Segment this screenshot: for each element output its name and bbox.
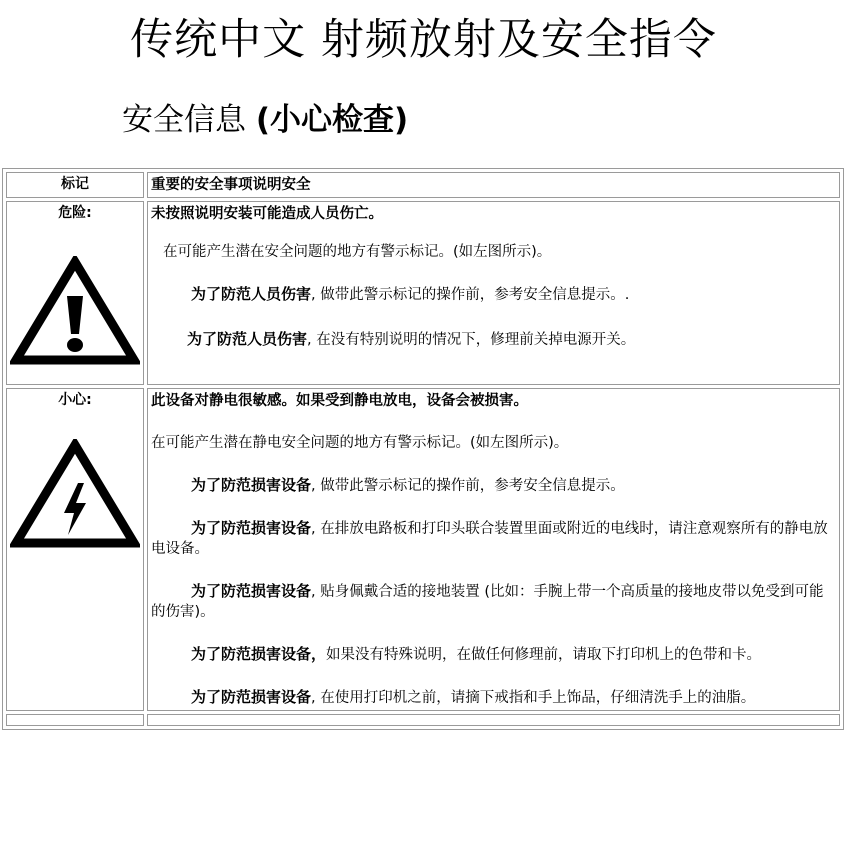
- safety-table: [2, 168, 844, 730]
- page-title: 传统中文 射频放射及安全指令: [130, 15, 717, 65]
- caution-row: [6, 388, 840, 711]
- caution-item-4-rest: 如果没有特殊说明，在做任何修理前，请取下打印机上的色带和卡。: [326, 647, 762, 663]
- danger-line-2-bold: 为了防范人员伤害: [191, 285, 312, 303]
- header-desc-cell: [147, 172, 840, 198]
- caution-item-3: [151, 581, 836, 622]
- subtitle-prefix: 安全信息: [122, 102, 256, 138]
- bottom-desc-cell: [147, 714, 840, 726]
- danger-line-2: [151, 284, 836, 305]
- danger-heading: 未按照说明安装可能造成人员伤亡。: [151, 206, 383, 222]
- danger-desc-cell: [147, 201, 840, 385]
- caution-item-1: [151, 475, 836, 496]
- caution-item-5-bold: 为了防范损害设备: [191, 688, 312, 706]
- danger-line-3-rest: , 在没有特别说明的情况下，修理前关掉电源开关。: [307, 332, 636, 348]
- danger-line-2-rest: , 做带此警示标记的操作前，参考安全信息提示。.: [311, 287, 630, 303]
- caution-item-1-rest: , 做带此警示标记的操作前，参考安全信息提示。: [311, 478, 625, 494]
- warning-exclamation-icon: [10, 256, 140, 368]
- caution-desc-cell: [147, 388, 840, 711]
- caution-item-4-bold: 为了防范损害设备，: [191, 645, 327, 663]
- table-header-row: [6, 172, 840, 198]
- danger-label: 危险:: [58, 205, 92, 221]
- electric-shock-icon: [10, 439, 140, 551]
- caution-item-2-bold: 为了防范损害设备: [191, 519, 312, 537]
- caution-item-3-bold: 为了防范损害设备: [191, 582, 312, 600]
- danger-row: [6, 201, 840, 385]
- bottom-mark-cell: [6, 714, 144, 726]
- caution-item-5: [151, 687, 836, 708]
- table-bottom-row: [6, 714, 840, 726]
- caution-mark-cell: [6, 388, 144, 711]
- danger-line-3: [151, 329, 836, 350]
- caution-item-4: [151, 644, 836, 665]
- header-desc-label: 重要的安全事项说明安全: [151, 177, 311, 193]
- caution-item-3-rest: , 贴身佩戴合适的接地装置 (比如：手腕上带一个高质量的接地皮带以免受到可能的伤害)。: [151, 584, 824, 620]
- danger-line-1: 在可能产生潜在安全问题的地方有警示标记。(如左图所示)。: [163, 244, 552, 260]
- caution-heading: 此设备对静电很敏感。如果受到静电放电，设备会被损害。: [151, 393, 528, 409]
- section-subtitle: [122, 94, 408, 139]
- subtitle-paren: (小心检查): [255, 102, 409, 138]
- danger-line-3-bold: 为了防范人员伤害: [187, 330, 308, 348]
- header-mark-cell: [6, 172, 144, 198]
- caution-item-2: [151, 518, 836, 559]
- header-mark-label: 标记: [61, 176, 89, 192]
- danger-mark-cell: [6, 201, 144, 385]
- caution-item-5-rest: , 在使用打印机之前，请摘下戒指和手上饰品，仔细清洗手上的油脂。: [311, 690, 756, 706]
- caution-item-1-bold: 为了防范损害设备: [191, 476, 312, 494]
- caution-item-2-rest: , 在排放电路板和打印头联合装置里面或附近的电线时，请注意观察所有的静电放电设备。: [151, 521, 828, 557]
- caution-label: 小心:: [58, 392, 92, 408]
- caution-line-1: 在可能产生潜在静电安全问题的地方有警示标记。(如左图所示)。: [151, 435, 569, 451]
